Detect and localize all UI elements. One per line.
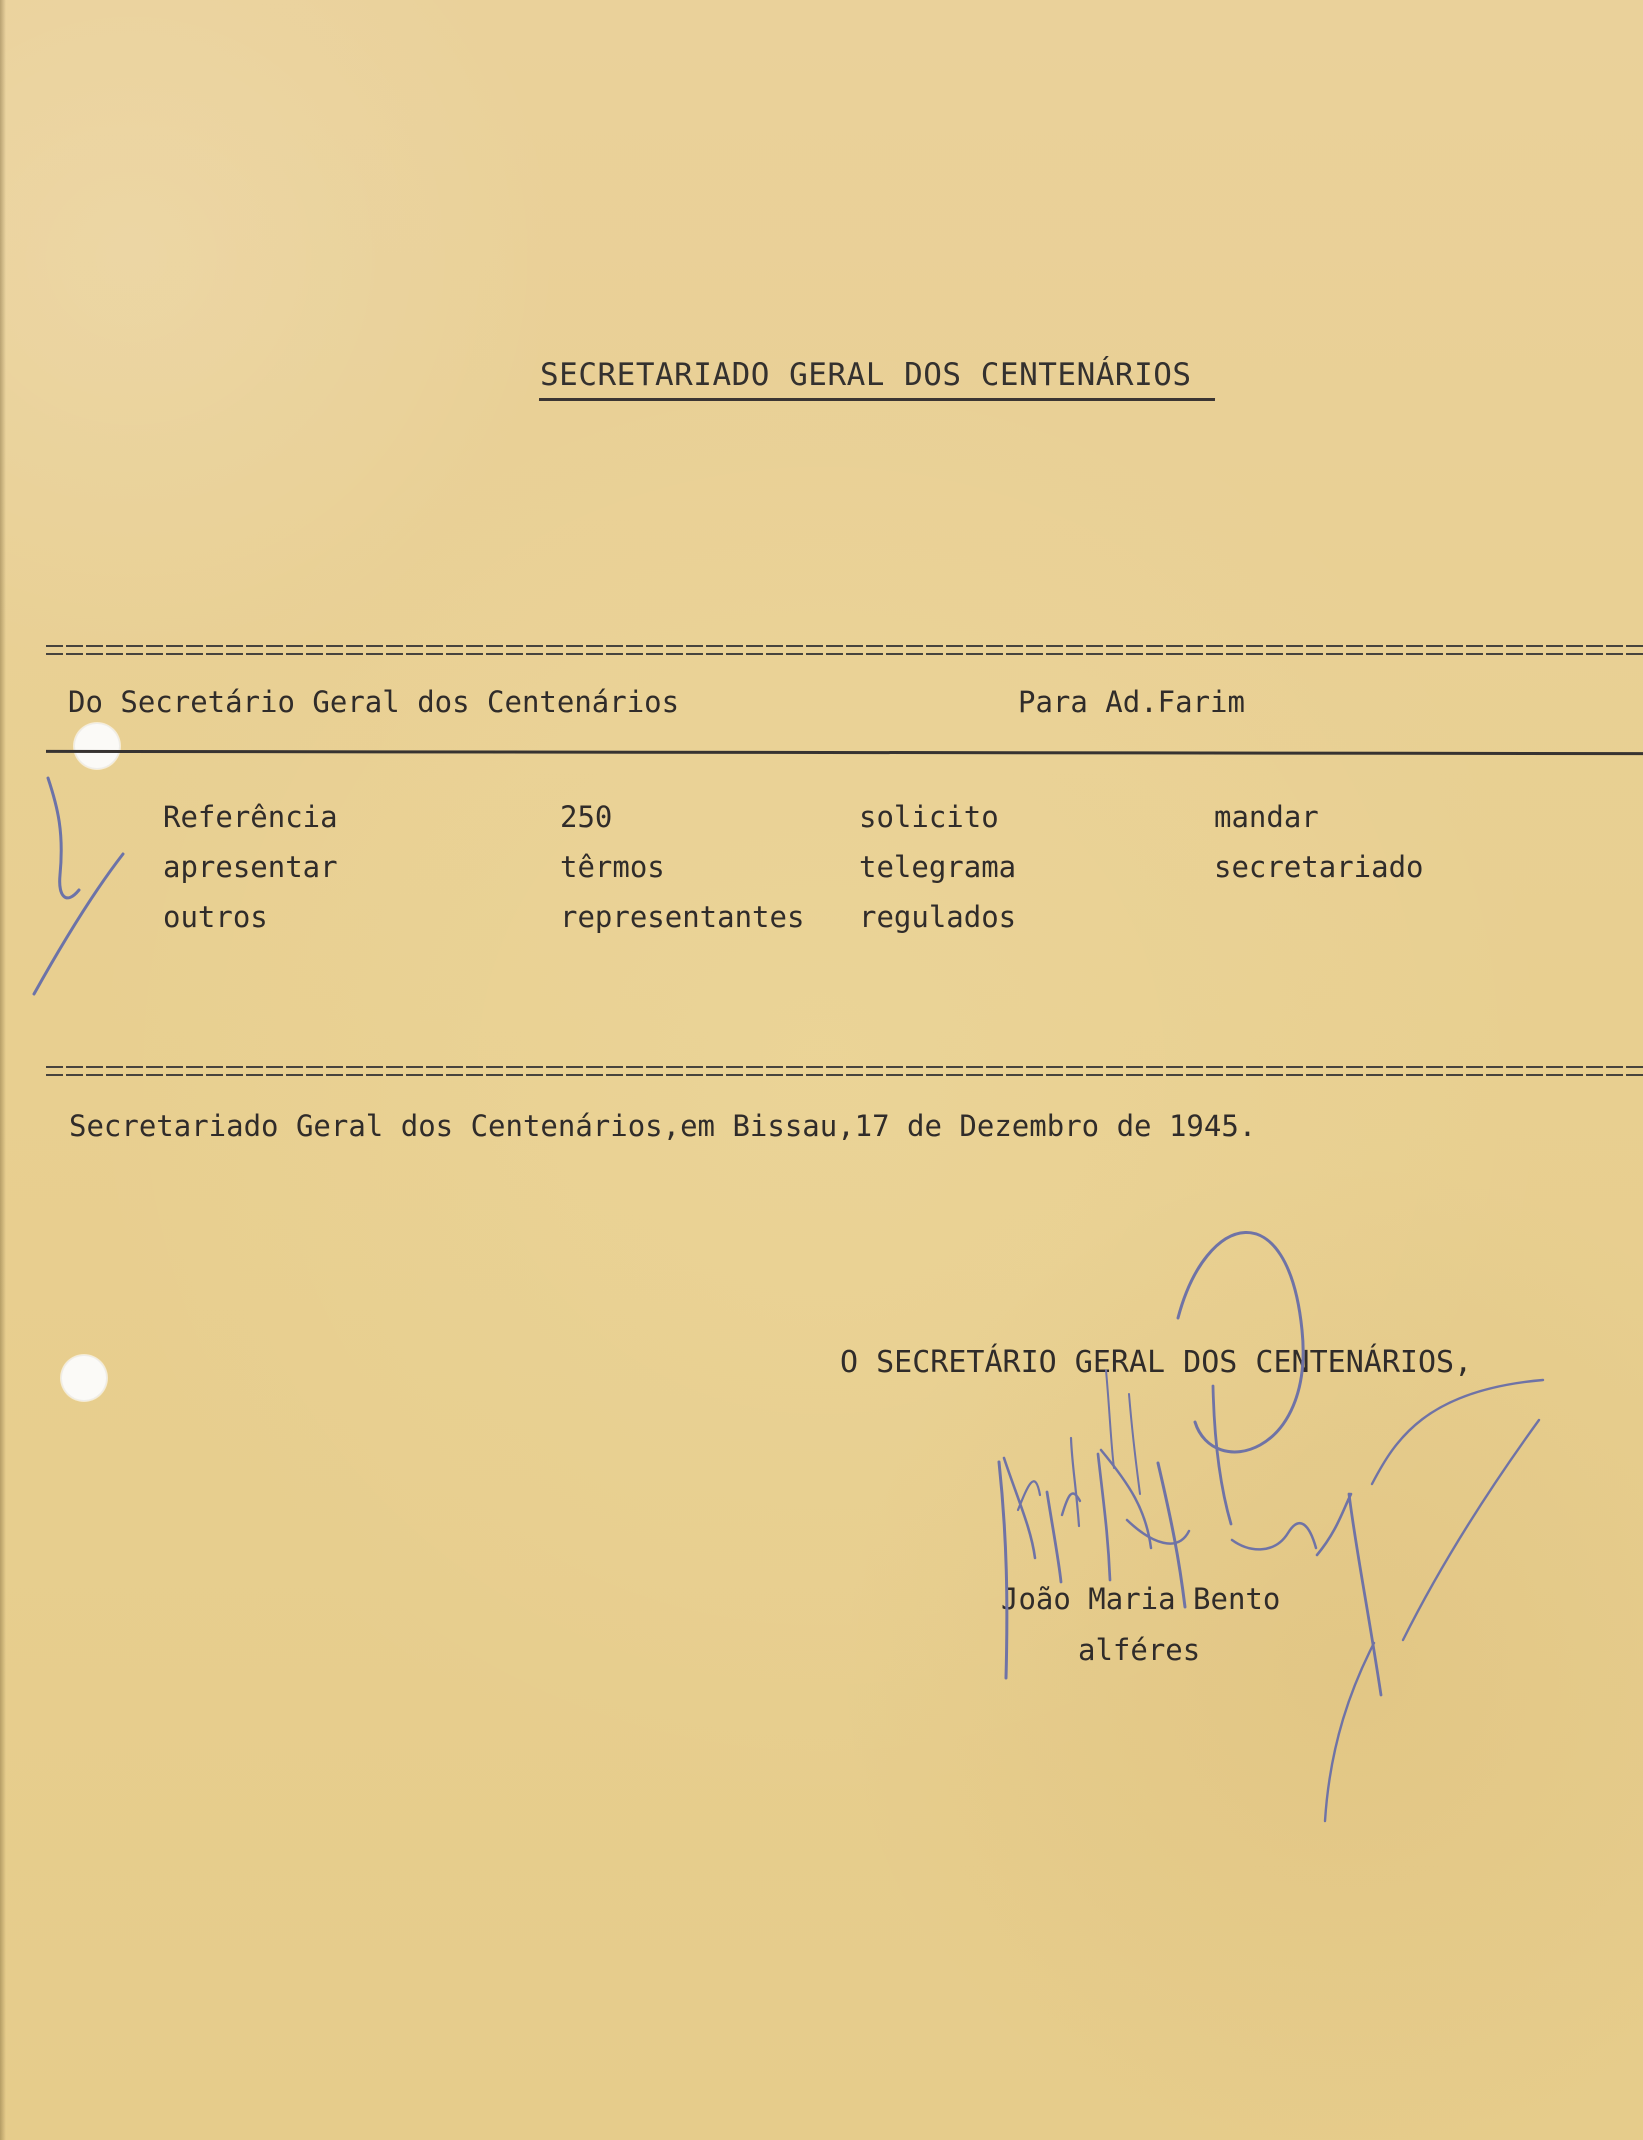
message-word: outros	[163, 900, 268, 934]
message-word: 250	[560, 800, 613, 834]
message-word: telegrama	[859, 850, 1017, 884]
sender-line: Do Secretário Geral dos Centenários	[68, 685, 680, 719]
header-separator	[46, 750, 1643, 755]
page-edge-shadow	[0, 0, 6, 2140]
recipient-line: Para Ad.Farim	[1018, 685, 1245, 719]
document-title: SECRETARIADO GERAL DOS CENTENÁRIOS	[540, 357, 1192, 393]
message-word: Referência	[163, 800, 338, 834]
message-words-grid	[163, 800, 1513, 953]
message-word: mandar	[1214, 800, 1319, 834]
top-double-rule	[46, 645, 1643, 655]
message-word: têrmos	[560, 850, 665, 884]
punch-hole	[74, 723, 120, 769]
punch-hole	[61, 1355, 107, 1401]
handwritten-check-mark	[20, 770, 130, 1005]
bottom-double-rule	[46, 1066, 1643, 1076]
signature-mark	[980, 1210, 1540, 1830]
message-word: representantes	[560, 900, 805, 934]
title-underline	[539, 398, 1215, 401]
signatory-title: O SECRETÁRIO GERAL DOS CENTENÁRIOS,	[840, 1345, 1473, 1380]
message-word: solicito	[859, 800, 999, 834]
message-word: regulados	[859, 900, 1017, 934]
signatory-name: João Maria Bento	[1001, 1582, 1281, 1616]
date-line: Secretariado Geral dos Centenários,em Bissau,17 de Dezembro de 1945.	[69, 1109, 1257, 1143]
message-word: apresentar	[163, 850, 338, 884]
message-word: secretariado	[1214, 850, 1424, 884]
signatory-rank: alféres	[1078, 1633, 1201, 1667]
